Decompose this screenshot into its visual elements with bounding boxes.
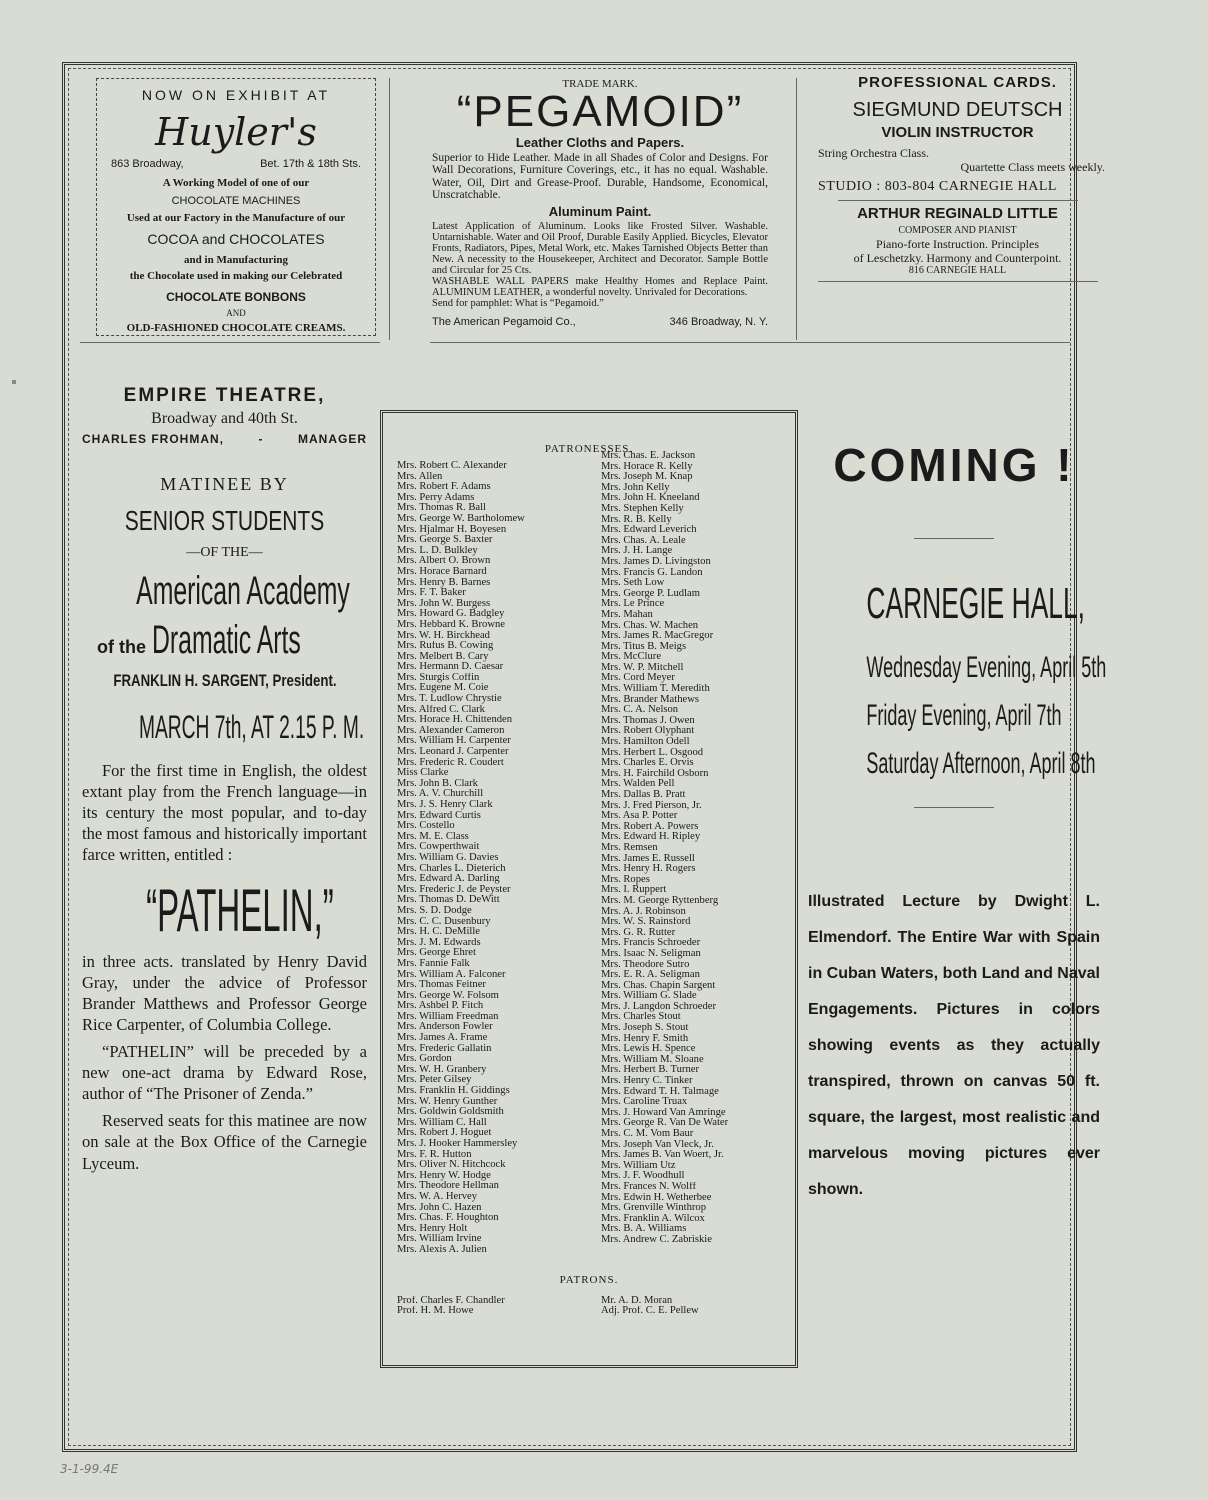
patron-name: Mrs. W. A. Hervey	[397, 1191, 478, 1202]
theatre-title: EMPIRE THEATRE,	[123, 385, 326, 406]
patron-name: Mrs. Lewis H. Spence	[601, 1044, 696, 1055]
patron-name: Mrs. William Irvine	[397, 1234, 482, 1245]
coming-divider	[914, 538, 994, 539]
patron-name: Prof. Charles F. Chandler	[397, 1295, 505, 1306]
patron-name: Mrs. Fannie Falk	[397, 958, 470, 969]
academy-president: FRANKLIN H. SARGENT, President.	[113, 671, 337, 690]
patron-name: Mrs. L. D. Bulkley	[397, 545, 478, 556]
patron-name: Mrs. R. B. Kelly	[601, 514, 672, 525]
patron-name: Mrs. J. Langdon Schroeder	[601, 1001, 717, 1012]
patron-name: Mrs. Edward T. H. Talmage	[601, 1086, 719, 1097]
patron-name: Mrs. Gordon	[397, 1054, 452, 1065]
cards-heading: PROFESSIONAL CARDS.	[858, 74, 1057, 91]
huylers-address: 863 Broadway,	[111, 158, 184, 170]
patron-name: Mrs. James D. Livingston	[601, 556, 711, 567]
patron-name: Adj. Prof. C. E. Pellew	[601, 1306, 699, 1317]
patron-name: Mrs. W. S. Rainsford	[601, 917, 691, 928]
patron-name: Mrs. F. T. Baker	[397, 588, 466, 599]
patron-name: Mrs. Charles L. Dieterich	[397, 863, 506, 874]
patron-name: Mrs. J. S. Henry Clark	[397, 800, 493, 810]
patronesses-box	[380, 410, 798, 1368]
patron-name: Mrs. Henry H. Rogers	[601, 864, 696, 875]
play-preceded: “PATHELIN” will be preceded by a new one-act drama by Edward Rose, author of “The Prisoner of Zenda.”	[82, 1041, 367, 1104]
event-date: Wednesday Evening, April 5th	[866, 651, 1107, 684]
patron-name: Mrs. Oliver N. Hitchcock	[397, 1160, 506, 1171]
huylers-line: COCOA and CHOCOLATES	[147, 231, 325, 247]
patron-name: Mrs. John H. Kneeland	[601, 493, 700, 504]
patron-name: Mrs. Costello	[397, 821, 455, 832]
pegamoid-pamphlet: Send for pamphlet: What is “Pegamoid.”	[432, 298, 604, 310]
patron-name: Mrs. C. M. Vom Baur	[601, 1129, 694, 1139]
patron-name: Mrs. George S. Baxter	[397, 535, 493, 546]
patron-name: Mrs. Henry W. Hodge	[397, 1170, 491, 1181]
senior-students: SENIOR STUDENTS	[124, 505, 325, 536]
card-studio: 816 CARNEGIE HALL	[908, 265, 1007, 277]
pegamoid-body: WASHABLE WALL PAPERS make Healthy Homes and Replace Paint. ALUMINUM LEATHER, a wonderful novelty. Unrivaled for Decorations.	[432, 276, 768, 299]
event-date: Friday Evening, April 7th	[866, 699, 1062, 732]
patron-name: Mrs. C. C. Dusenbury	[397, 916, 491, 927]
patron-name: Mrs. Franklin H. Giddings	[397, 1086, 510, 1097]
patrons-left-column	[397, 1296, 601, 1317]
patron-name: Mrs. Peter Gilsey	[397, 1075, 472, 1086]
patron-name: Mrs. Alexander Cameron	[397, 725, 505, 736]
section-divider	[430, 342, 1070, 343]
theatre-address: Broadway and 40th St.	[151, 410, 298, 427]
patron-name: Mrs. Edward H. Ripley	[601, 832, 701, 843]
patron-name: Mrs. George P. Ludlam	[601, 588, 700, 599]
card-name: ARTHUR REGINALD LITTLE	[857, 204, 1058, 222]
patron-name: Mrs. W. H. Birckhead	[397, 630, 490, 641]
patron-name: Mrs. J. Howard Van Amringe	[601, 1107, 726, 1118]
patron-name: Mrs. Isaac N. Seligman	[601, 948, 701, 959]
pegamoid-trademark: TRADE MARK.	[562, 78, 638, 90]
patron-name: Mrs. M. E. Class	[397, 831, 469, 842]
card-studio: STUDIO : 803-804 CARNEGIE HALL	[818, 178, 1057, 194]
patron-name: Mrs. H. C. DeMille	[397, 927, 480, 938]
of-the-small: of the	[97, 637, 146, 657]
patron-name: Mrs. Eugene M. Coie	[397, 683, 489, 694]
patron-name: Mrs. Edward Leverich	[601, 525, 697, 536]
pegamoid-aluminum-heading: Aluminum Paint.	[548, 203, 652, 219]
huylers-line: AND	[226, 308, 246, 318]
patron-name: Mrs. Theodore Hellman	[397, 1181, 499, 1192]
patron-name: Mrs. Charles E. Orvis	[601, 758, 694, 769]
patron-name: Mrs. Horace H. Chittenden	[397, 715, 513, 726]
patron-name: Mrs. J. F. Woodhull	[601, 1171, 685, 1182]
patron-name: Mrs. Edwin H. Wetherbee	[601, 1192, 712, 1203]
patron-name: Mrs. J. M. Edwards	[397, 937, 481, 948]
patron-name: Mrs. Alexis A. Julien	[397, 1244, 487, 1255]
patron-name: Mrs. Hermann D. Caesar	[397, 662, 504, 673]
patron-name: Mrs. Anderson Fowler	[397, 1022, 493, 1033]
patron-name: Mrs. Alfred C. Clark	[397, 704, 485, 715]
patron-name: Mrs. William T. Meredith	[601, 684, 710, 695]
patron-name: Mrs. Frances N. Wolff	[601, 1181, 696, 1192]
patron-name: Mrs. M. George Ryttenberg	[601, 895, 719, 906]
patron-name: Mrs. J. Hooker Hammersley	[397, 1139, 518, 1149]
patron-name: Mrs. Chas. W. Machen	[601, 620, 699, 631]
patron-name: Mrs. James E. Russell	[601, 853, 695, 864]
play-description: For the first time in English, the oldest extant play from the French language—in its century the most popular, and to-day the most famous and historically important farce written, entitled :	[82, 761, 367, 865]
pegamoid-brand: “PEGAMOID”	[456, 87, 744, 137]
manager-dash: -	[258, 432, 264, 446]
patron-name: Mrs. Horace R. Kelly	[601, 461, 693, 472]
patron-name: Mrs. Theodore Sutro	[601, 959, 690, 970]
patron-name: Mrs. William Utz	[601, 1160, 676, 1171]
handwritten-catalog-note: 3-1-99.4E	[60, 1462, 119, 1476]
patron-name: Mrs. James R. MacGregor	[601, 631, 714, 642]
patron-name: Mrs. Le Prince	[601, 599, 665, 610]
patron-name: Mrs. Chas. F. Houghton	[397, 1213, 499, 1224]
patron-name: Mrs. William M. Sloane	[601, 1054, 704, 1065]
patron-name: Mrs. J. H. Lange	[601, 546, 673, 557]
venue-name: CARNEGIE HALL,	[866, 579, 1086, 628]
patron-name: Mrs. Stephen Kelly	[601, 503, 684, 514]
patron-name: Mrs. Brander Mathews	[601, 694, 699, 705]
patron-name: Mrs. Ropes	[601, 874, 650, 885]
patron-name: Mrs. W. H. Granbery	[397, 1064, 487, 1075]
patrons-heading: PATRONS.	[559, 1273, 619, 1286]
huylers-line: A Working Model of one of our	[162, 176, 310, 189]
patron-name: Mrs. James A. Frame	[397, 1033, 488, 1044]
patron-name: Mrs. William A. Falconer	[397, 969, 506, 980]
huylers-line: Used at our Factory in the Manufacture of our	[126, 212, 346, 225]
card-divider	[838, 200, 1078, 201]
patron-name: Mrs. Howard G. Badgley	[397, 609, 505, 620]
patron-name: Mrs. Thomas R. Ball	[397, 503, 486, 514]
patron-name: Mrs. Frederic R. Coudert	[397, 757, 504, 768]
patron-name: Mrs. Albert O. Brown	[397, 556, 491, 567]
column-divider	[389, 78, 390, 340]
patron-name: Mrs. Henry B. Barnes	[397, 577, 491, 588]
matinee-date: MARCH 7th, AT 2.15 P. M.	[139, 709, 365, 745]
patron-name: Mrs. McClure	[601, 652, 662, 663]
patron-name: Mrs. Horace Barnard	[397, 566, 487, 577]
patron-name: Mrs. Walden Pell	[601, 779, 675, 790]
patron-name: Mrs. William H. Carpenter	[397, 736, 511, 747]
patron-name: Mrs. Andrew C. Zabriskie	[601, 1234, 712, 1245]
patron-name: Mrs. A. V. Churchill	[397, 789, 484, 800]
pegamoid-body: Latest Application of Aluminum. Looks like Frosted Silver. Washable. Untarnishable. Water and Oil Proof, Durable Easily Applied. Bicycles, Elevator Fronts, Radiators, Pipes, Metal Work, etc. Makes Tarnished Objects Better than New. A necessity to the Housekeeper, Architect and Decorator. Sample Bottle and Circular for 25 Cts.	[432, 220, 768, 276]
patron-name: Mrs. Herbert B. Turner	[601, 1065, 699, 1076]
patron-name: Mrs. E. R. A. Seligman	[601, 970, 700, 981]
play-title: “PATHELIN,”	[146, 876, 334, 944]
patron-name: Mrs. S. D. Dodge	[397, 905, 472, 916]
card-name: SIEGMUND DEUTSCH	[852, 99, 1063, 121]
patron-name: Mrs. Chas. E. Jackson	[601, 451, 696, 461]
patron-name: Mrs. Dallas B. Pratt	[601, 790, 686, 800]
patron-name: Mrs. Leonard J. Carpenter	[397, 747, 509, 758]
pegamoid-body: Superior to Hide Leather. Made in all Shades of Color and Designs. For Wall Decorations, Furniture Coverings, etc., it has no equal. Washable. Water, Oil, Dirt and Grease-Proof. Durable, Handsome, Economical, Unscratchable.	[432, 152, 768, 201]
pegamoid-subtitle: Leather Cloths and Papers.	[515, 135, 685, 151]
patron-name: Mrs. J. Fred Pierson, Jr.	[601, 800, 702, 811]
patron-name: Mrs. Rufus B. Cowing	[397, 641, 494, 652]
patron-name: Mrs. Robert Olyphant	[601, 726, 695, 737]
patron-name: Mrs. Thomas D. DeWitt	[397, 895, 500, 906]
manager-title: MANAGER	[298, 432, 367, 446]
patron-name: Mrs. Henry C. Tinker	[601, 1076, 693, 1087]
patron-name: Mrs. H. Fairchild Osborn	[601, 768, 709, 779]
patron-name: Mrs. Seth Low	[601, 578, 665, 589]
reserved-seats: Reserved seats for this matinee are now on sale at the Box Office of the Carnegie Lyceum.	[82, 1111, 367, 1173]
coming-divider	[914, 807, 994, 808]
patron-name: Mrs. Charles Stout	[601, 1012, 681, 1023]
patron-name: Mrs. W. P. Mitchell	[601, 662, 684, 673]
matinee-heading: MATINEE BY	[160, 474, 289, 494]
patron-name: Mrs. Perry Adams	[397, 492, 475, 503]
patron-name: Mrs. Robert A. Powers	[601, 821, 699, 832]
card-divider	[818, 281, 1098, 282]
pegamoid-company: The American Pegamoid Co.,	[432, 315, 576, 328]
patron-name: Mrs. Cowperthwait	[397, 842, 480, 853]
patron-name: Mrs. Herbert L. Osgood	[601, 747, 704, 758]
patron-name: Mrs. Asa P. Potter	[601, 811, 678, 822]
huylers-streets: Bet. 17th & 18th Sts.	[260, 158, 361, 170]
patron-name: Mrs. John Kelly	[601, 482, 670, 493]
patron-name: Mrs. George W. Folsom	[397, 990, 499, 1001]
patron-name: Mrs. Thomas J. Owen	[601, 715, 695, 726]
empire-theatre-ad	[82, 385, 367, 1405]
patron-name: Mrs. Francis G. Landon	[601, 567, 703, 578]
patron-name: Mrs. Hjalmar H. Boyesen	[397, 524, 507, 535]
patron-name: Mrs. A. J. Robinson	[601, 906, 686, 917]
patron-name: Mrs. Mahan	[601, 609, 653, 620]
patron-name: Mrs. William G. Slade	[601, 991, 697, 1002]
coming-title: COMING !	[833, 439, 1075, 491]
patron-name: Mrs. Henry F. Smith	[601, 1033, 689, 1044]
huylers-line: and in Manufacturing	[184, 253, 288, 266]
huylers-line: CHOCOLATE BONBONS	[166, 290, 306, 304]
column-divider	[796, 78, 797, 340]
patron-name: Mrs. Joseph S. Stout	[601, 1023, 689, 1034]
patron-name: Mrs. W. Henry Gunther	[397, 1096, 498, 1107]
patron-name: Mrs. Robert C. Alexander	[397, 461, 507, 471]
patron-name: Miss Clarke	[397, 768, 449, 779]
patron-name: Mrs. Frederic Gallatin	[397, 1043, 492, 1054]
patron-name: Mrs. Sturgis Coffin	[397, 672, 480, 683]
patron-name: Mrs. Hebbard K. Browne	[397, 619, 505, 630]
patron-name: Mrs. Edward Curtis	[397, 810, 481, 821]
patron-name: Mrs. Chas. Chapin Sargent	[601, 980, 716, 991]
huylers-ad	[96, 78, 376, 336]
patronesses-heading: PATRONESSES.	[544, 443, 634, 455]
patron-name: Mrs. T. Ludlow Chrystie	[397, 694, 502, 705]
card-role: VIOLIN INSTRUCTOR	[881, 124, 1034, 141]
huylers-exhibit-heading: NOW ON EXHIBIT AT	[141, 87, 331, 103]
professional-cards	[810, 74, 1105, 277]
patron-name: Prof. H. M. Howe	[397, 1306, 474, 1317]
patron-name: Mrs. William G. Davies	[397, 852, 499, 863]
patron-name: Mrs. Titus B. Meigs	[601, 641, 687, 652]
patron-name: Mrs. F. R. Hutton	[397, 1149, 472, 1160]
patron-name: Mr. A. D. Moran	[601, 1295, 673, 1306]
lecture-description: Illustrated Lecture by Dwight L. Elmendorf. The Entire War with Spain in Cuban Waters, both Land and Naval Engagements. Pictures in colors showing events as they actually transpired, thrown on canvas 50 ft. square, the largest, most realistic and marvelous moving pictures ever shown.	[808, 893, 1100, 1198]
patron-name: Mrs. B. A. Williams	[601, 1224, 687, 1235]
patron-name: Mrs. Grenville Winthrop	[601, 1203, 707, 1214]
patron-name: Mrs. Thomas Feitner	[397, 980, 486, 991]
patron-name: Mrs. Joseph Van Vleck, Jr.	[601, 1139, 714, 1150]
patron-name: Mrs. Allen	[397, 471, 443, 482]
patron-name: Mrs. Melbert B. Cary	[397, 651, 489, 662]
card-line: Quartette Class meets weekly.	[960, 160, 1105, 175]
patron-name: Mrs. William C. Hall	[397, 1117, 487, 1128]
patron-name: Mrs. George Ehret	[397, 948, 476, 959]
patron-name: Mrs. Robert J. Hoguet	[397, 1128, 492, 1139]
patron-name: Mrs. Henry Holt	[397, 1223, 468, 1234]
card-line: Piano-forte Instruction. Principles	[876, 236, 1039, 251]
patron-name: Mrs. Edward A. Darling	[397, 874, 500, 885]
huylers-logo: Huyler's	[155, 109, 317, 154]
patron-name: Mrs. Frederic J. de Peyster	[397, 884, 511, 895]
patron-name: Mrs. John B. Clark	[397, 778, 478, 789]
pegamoid-ad	[420, 78, 780, 338]
patron-name: Mrs. Joseph M. Knap	[601, 472, 693, 483]
patron-name: Mrs. Francis Schroeder	[601, 938, 701, 949]
patrons-right-column	[601, 1296, 791, 1317]
patron-name: Mrs. Robert F. Adams	[397, 482, 491, 493]
patron-name: Mrs. I. Ruppert	[601, 885, 667, 896]
patron-name: Mrs. G. R. Rutter	[601, 927, 676, 938]
patron-name: Mrs. Cord Meyer	[601, 673, 675, 684]
card-line: String Orchestra Class.	[818, 146, 929, 160]
patronesses-left-column	[397, 461, 601, 1256]
patron-name: Mrs. Chas. A. Leale	[601, 535, 686, 546]
coming-ad	[808, 430, 1107, 1208]
patron-name: Mrs. William Freedman	[397, 1011, 499, 1022]
huylers-line: OLD-FASHIONED CHOCOLATE CREAMS.	[126, 322, 346, 335]
of-the-label: —OF THE—	[186, 545, 263, 560]
patron-name: Mrs. Hamilton Odell	[601, 737, 690, 748]
pegamoid-address: 346 Broadway, N. Y.	[669, 315, 768, 328]
event-date: Saturday Afternoon, April 8th	[866, 747, 1096, 780]
academy-name-line2: Dramatic Arts	[152, 618, 301, 662]
scan-mark	[12, 380, 16, 384]
patron-name: Mrs. George W. Bartholomew	[397, 513, 525, 524]
play-translation: in three acts. translated by Henry David Gray, under the advice of Professor Brander Matthews and Professor George Rice Carpenter, of Columbia College.	[82, 951, 367, 1034]
patron-name: Mrs. Ashbel P. Fitch	[397, 1001, 484, 1012]
patron-name: Mrs. Goldwin Goldsmith	[397, 1107, 504, 1118]
patron-name: Mrs. C. A. Nelson	[601, 705, 679, 716]
patron-name: Mrs. Franklin A. Wilcox	[601, 1213, 705, 1224]
patron-name: Mrs. John W. Burgess	[397, 598, 491, 609]
manager-name: CHARLES FROHMAN,	[82, 432, 224, 446]
patron-name: Mrs. James B. Van Woert, Jr.	[601, 1150, 724, 1161]
patron-name: Mrs. Remsen	[601, 842, 658, 853]
patronesses-right-column	[601, 451, 791, 1256]
card-line: of Leschetzky. Harmony and Counterpoint.	[853, 250, 1062, 265]
academy-name-line1: American Academy	[136, 569, 350, 613]
huylers-line: the Chocolate used in making our Celebrated	[129, 270, 343, 283]
huylers-line: CHOCOLATE MACHINES	[171, 194, 301, 207]
patron-name: Mrs. Caroline Truax	[601, 1097, 688, 1108]
patron-name: Mrs. George R. Van De Water	[601, 1118, 729, 1129]
section-divider	[80, 342, 380, 343]
patron-name: Mrs. John C. Hazen	[397, 1202, 482, 1213]
card-role: COMPOSER AND PIANIST	[898, 224, 1017, 236]
